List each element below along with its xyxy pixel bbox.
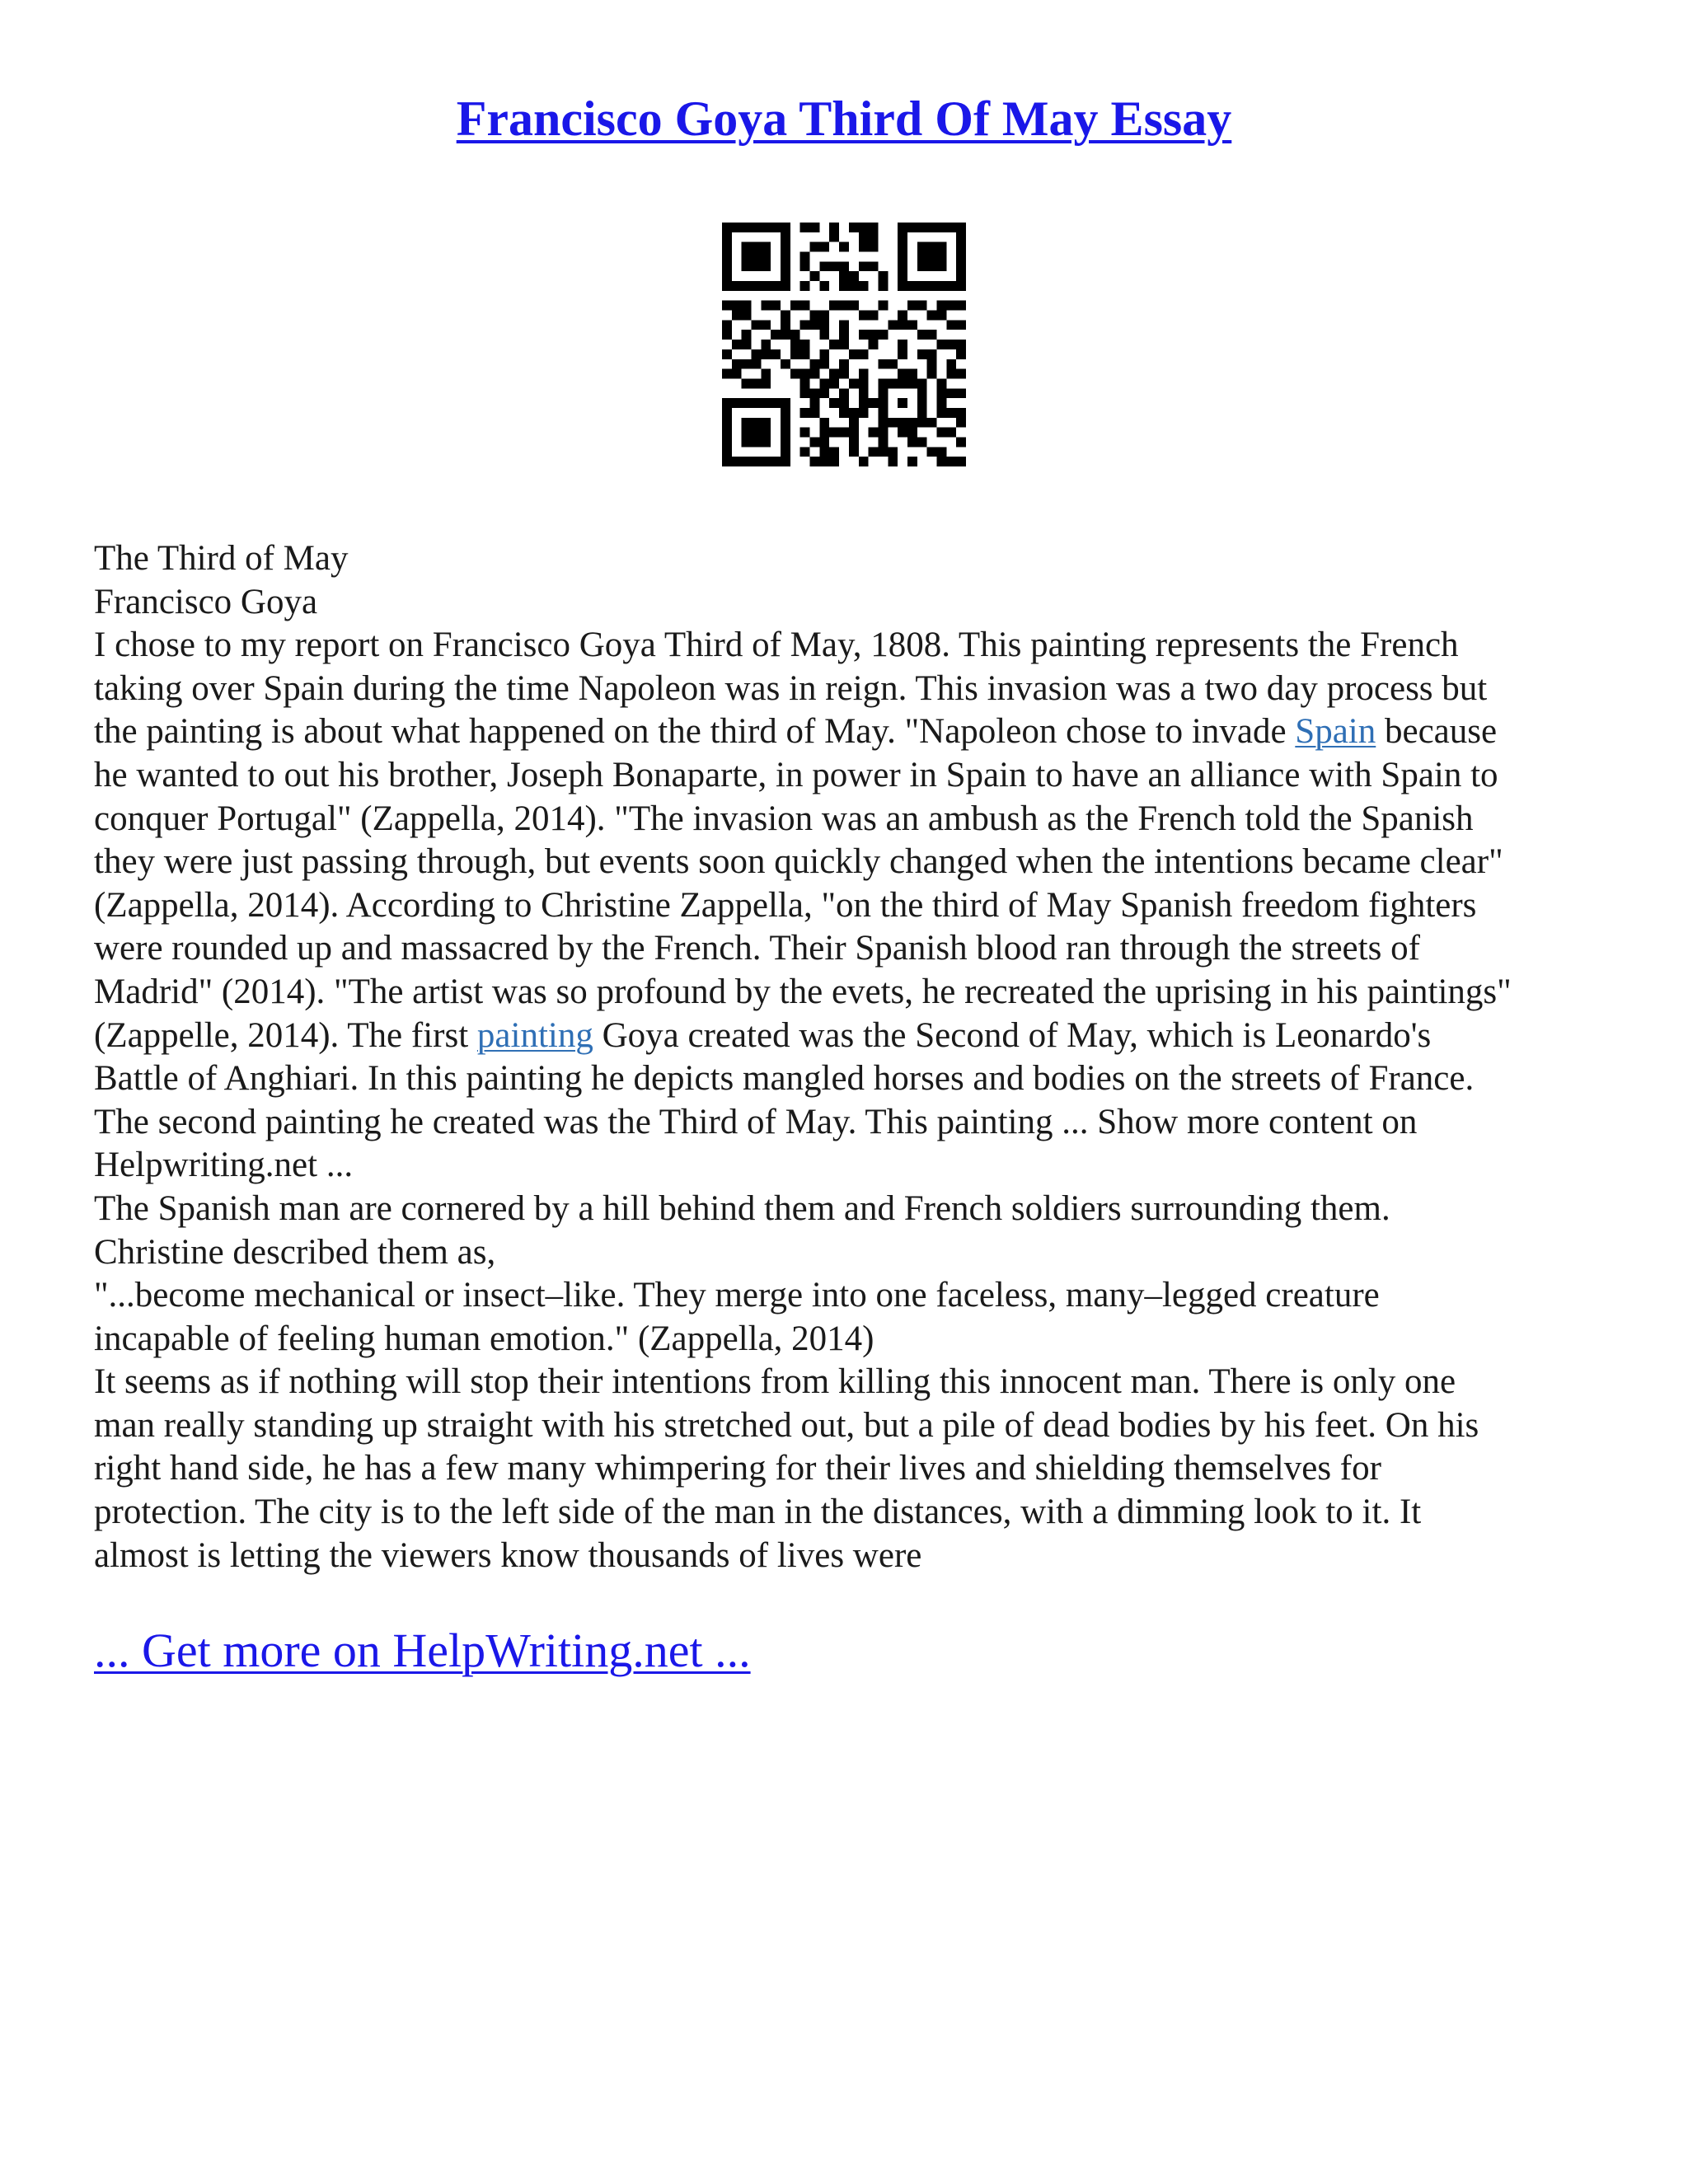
text-line: were rounded up and massacred by the French. Their Spanish blood ran through the streets of <box>94 929 1420 968</box>
text-line: (Zappella, 2014). According to Christine Zappella, "on the third of May Spanish freedom fighters <box>94 885 1477 925</box>
get-more-container <box>94 1622 751 1680</box>
text-line: they were just passing through, but events soon quickly changed when the intentions became clear" <box>94 842 1503 882</box>
text-line: The Spanish man are cornered by a hill behind them and French soldiers surrounding them. <box>94 1188 1390 1228</box>
text-line: man really standing up straight with his stretched out, but a pile of dead bodies by his feet. On his <box>94 1405 1479 1445</box>
text-line: he wanted to out his brother, Joseph Bonaparte, in power in Spain to have an alliance with Spain to <box>94 755 1498 794</box>
text-line: right hand side, he has a few many whimpering for their lives and shielding themselves for <box>94 1449 1381 1488</box>
essay-body <box>94 537 1611 1577</box>
text-line: Christine described them as, <box>94 1232 496 1272</box>
title-link[interactable]: Francisco Goya Third Of May Essay <box>456 91 1232 146</box>
text-line: Battle of Anghiari. In this painting he depicts mangled horses and bodies on the streets of France. <box>94 1059 1475 1099</box>
text-line: Helpwriting.net ... <box>94 1146 354 1185</box>
text-line: I chose to my report on Francisco Goya Third of May, 1808. This painting represents the French <box>94 626 1459 665</box>
text-line <box>94 1015 1611 1058</box>
essay-heading-title: The Third of May <box>94 539 349 578</box>
text-line <box>94 710 1611 754</box>
text-segment: (Zappelle, 2014). The first <box>94 1015 477 1055</box>
quote-line: incapable of feeling human emotion." (Zappella, 2014) <box>94 1319 874 1358</box>
essay-heading-artist: Francisco Goya <box>94 582 318 621</box>
text-segment: the painting is about what happened on the third of May. "Napoleon chose to invade <box>94 712 1296 752</box>
text-line: Madrid" (2014). "The artist was so profound by the evets, he recreated the uprising in his paintings" <box>94 972 1512 1011</box>
qr-code-icon <box>722 223 966 466</box>
spain-link[interactable]: Spain <box>1295 712 1376 752</box>
text-line: It seems as if nothing will stop their intentions from killing this innocent man. There is only one <box>94 1362 1456 1402</box>
text-line: almost is letting the viewers know thousands of lives were <box>94 1535 922 1575</box>
text-line: protection. The city is to the left side of the man in the distances, with a dimming look to it. It <box>94 1493 1422 1532</box>
quote-line: "...become mechanical or insect–like. They merge into one faceless, many–legged creature <box>94 1276 1380 1315</box>
get-more-link[interactable]: ... Get more on HelpWriting.net ... <box>94 1624 751 1677</box>
text-segment: Goya created was the Second of May, which is Leonardo's <box>593 1015 1432 1055</box>
text-segment: because <box>1376 712 1498 752</box>
page-title <box>0 89 1688 148</box>
painting-link[interactable]: painting <box>476 1015 593 1055</box>
text-line: conquer Portugal" (Zappella, 2014). "The invasion was an ambush as the French told the Spanish <box>94 799 1474 838</box>
text-line: taking over Spain during the time Napoleon was in reign. This invasion was a two day process but <box>94 668 1488 708</box>
text-line: The second painting he created was the Third of May. This painting ... Show more content on <box>94 1102 1418 1141</box>
qr-code-graphic <box>722 223 966 466</box>
